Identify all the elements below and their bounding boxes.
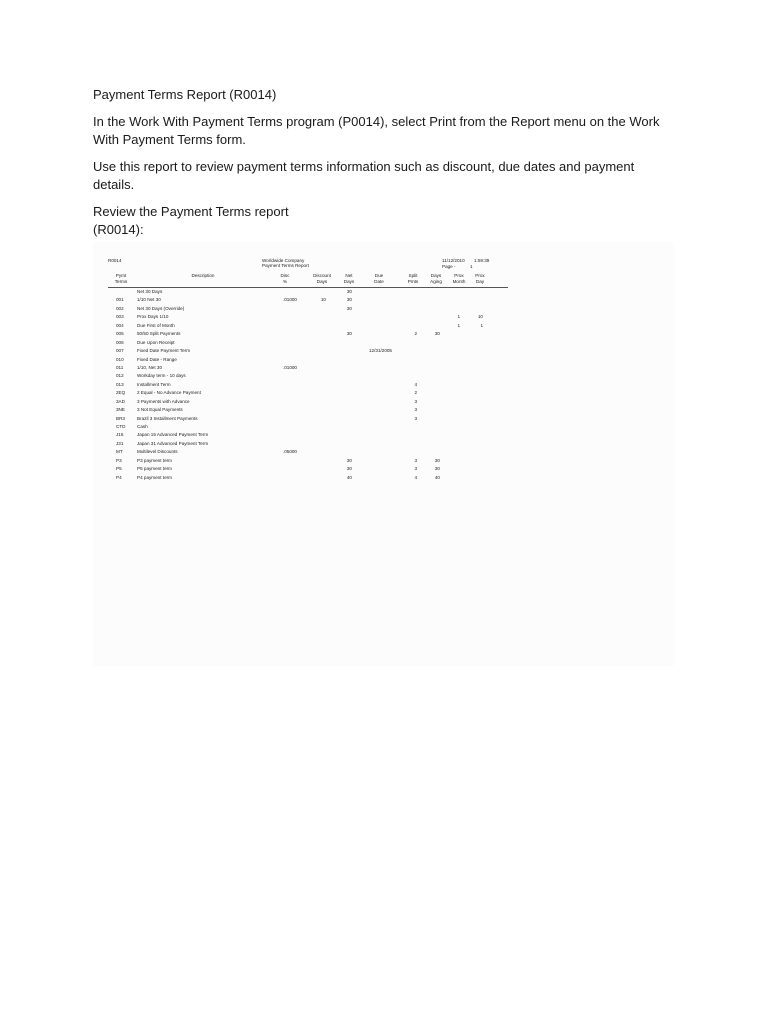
col-net-days: Net Days xyxy=(343,273,355,284)
report-name: Payment Terms Report xyxy=(262,263,309,268)
row-terms-code: J15 xyxy=(116,432,124,438)
row-description: Net 30 Days xyxy=(137,289,163,294)
row-description: 3 Payments with Advance xyxy=(137,398,190,404)
row-terms-code: P5 xyxy=(116,466,122,472)
row-terms-code: 3NE xyxy=(116,407,125,413)
row-terms-code: P3 xyxy=(116,457,122,463)
row-split-pmts: 3 xyxy=(414,466,417,472)
table-row xyxy=(108,356,508,364)
report-company: Worldwide Company xyxy=(262,258,305,263)
row-days-aging: 30 xyxy=(434,457,440,463)
row-terms-code: 012 xyxy=(116,373,124,379)
row-split-pmts: 3 xyxy=(414,407,417,413)
row-prox-day: 10 xyxy=(477,314,483,320)
row-discount-days: 10 xyxy=(320,297,326,303)
row-days-aging: 30 xyxy=(434,331,440,337)
col-split-pmts: Split Pmts xyxy=(407,273,419,284)
row-prox-month: 1 xyxy=(457,314,460,320)
row-description: Fixed Date Payment Term xyxy=(137,348,191,354)
row-description: P3 payment term xyxy=(137,457,172,463)
table-row xyxy=(108,313,508,321)
row-description: Due First of Month xyxy=(137,322,175,328)
report-header xyxy=(108,258,508,270)
report-page-number: 1 xyxy=(470,264,473,269)
col-prox-month: Prox Month xyxy=(452,273,466,284)
row-split-pmts: 3 xyxy=(414,457,417,463)
row-net-days: 30 xyxy=(346,305,352,311)
table-row xyxy=(108,448,508,456)
row-description: Workday term - 10 days xyxy=(137,373,186,379)
row-terms-code: BR3 xyxy=(116,415,125,421)
col-prox-day: Prox Day xyxy=(475,273,485,284)
row-prox-day: 1 xyxy=(480,322,483,328)
row-terms-code: 013 xyxy=(116,381,124,387)
row-terms-code: 3AD xyxy=(116,398,125,404)
row-split-pmts: 4 xyxy=(414,474,417,480)
table-row xyxy=(108,364,508,372)
row-description: P4 payment term xyxy=(137,474,172,480)
table-row xyxy=(108,322,508,330)
row-description: Installment Term xyxy=(137,381,171,387)
row-description: Fixed Date - Range xyxy=(137,356,177,362)
row-description: P5 payment term xyxy=(137,466,172,472)
row-terms-code: P4 xyxy=(116,474,122,480)
row-disc-pct: .01000 xyxy=(282,364,297,370)
row-description: Cash xyxy=(137,424,148,429)
row-terms-code: 002 xyxy=(116,305,124,311)
report-printout xyxy=(108,258,508,482)
row-terms-code: 007 xyxy=(116,348,124,354)
row-description: 1/10 Net 30 xyxy=(137,297,161,303)
row-split-pmts: 4 xyxy=(414,381,417,387)
col-days-aging: Days Aging xyxy=(430,273,442,284)
row-net-days: 30 xyxy=(346,466,352,472)
row-net-days: 30 xyxy=(346,289,352,294)
table-row xyxy=(108,406,508,414)
row-terms-code: CTD xyxy=(116,424,126,429)
row-disc-pct: .05000 xyxy=(282,449,297,455)
row-days-aging: 30 xyxy=(434,466,440,472)
table-row xyxy=(108,372,508,380)
row-terms-code: 004 xyxy=(116,322,124,328)
row-prox-month: 1 xyxy=(457,322,460,328)
table-row xyxy=(108,296,508,304)
row-terms-code: 001 xyxy=(116,297,124,303)
row-description: Japan 31 Advanced Payment Term xyxy=(137,440,209,446)
table-row xyxy=(108,457,508,465)
document-body xyxy=(93,86,673,239)
row-net-days: 30 xyxy=(346,331,352,337)
row-terms-code: 2EQ xyxy=(116,390,126,396)
col-pymt-terms: Pymt Terms xyxy=(114,273,128,284)
col-description: Description xyxy=(191,273,215,278)
row-terms-code: MT xyxy=(116,449,123,455)
report-rows xyxy=(108,288,508,482)
report-page-label: Page - xyxy=(442,264,456,269)
row-net-days: 30 xyxy=(346,457,352,463)
row-description: Due Upon Receipt xyxy=(137,339,175,345)
table-row xyxy=(108,339,508,347)
table-row xyxy=(108,330,508,338)
table-row xyxy=(108,474,508,482)
row-net-days: 30 xyxy=(346,297,352,303)
table-row xyxy=(108,381,508,389)
row-split-pmts: 2 xyxy=(414,331,417,337)
purpose-paragraph: Use this report to review payment terms information such as discount, due dates and payment details. xyxy=(93,159,635,192)
col-discount-days: Discount Days xyxy=(313,273,331,284)
row-disc-pct: .01000 xyxy=(282,297,297,303)
row-description: Net 30 Days (Override) xyxy=(137,305,185,311)
row-description: Brazil 3 Installment Payments xyxy=(137,415,198,421)
table-row xyxy=(108,288,508,296)
review-caption-line1: Review the Payment Terms report xyxy=(93,204,289,219)
col-disc-pct: Disc % xyxy=(280,273,290,284)
row-due-date: 12/31/2005 xyxy=(369,348,392,354)
row-terms-code: 010 xyxy=(116,356,124,362)
table-row xyxy=(108,423,508,431)
row-split-pmts: 2 xyxy=(414,390,417,396)
row-days-aging: 40 xyxy=(434,474,440,480)
instruction-paragraph: In the Work With Payment Terms program (P0014), select Print from the Report menu on the Work With Payment Terms form. xyxy=(93,114,660,147)
row-split-pmts: 3 xyxy=(414,415,417,421)
row-terms-code: 005 xyxy=(116,331,124,337)
row-description: 2 Equal - No Advance Payment xyxy=(137,390,201,396)
report-column-headers xyxy=(108,273,508,288)
row-description: Prox Days 1/10 xyxy=(137,314,169,320)
table-row xyxy=(108,305,508,313)
row-terms-code: 011 xyxy=(116,364,124,370)
row-terms-code: 003 xyxy=(116,314,124,320)
table-row xyxy=(108,389,508,397)
table-row xyxy=(108,415,508,423)
report-time: 1:59:39 xyxy=(474,258,490,263)
row-terms-code: J31 xyxy=(116,440,124,446)
table-row xyxy=(108,440,508,448)
row-description: 1/10, Net 30 xyxy=(137,364,163,370)
review-caption xyxy=(93,203,673,239)
table-row xyxy=(108,465,508,473)
col-due-date: Due Date xyxy=(374,273,384,284)
row-terms-code: 006 xyxy=(116,339,124,345)
row-net-days: 40 xyxy=(346,474,352,480)
row-description: 50/50 Split Payments xyxy=(137,331,181,337)
row-description: Multilevel Discounts xyxy=(137,449,178,455)
table-row xyxy=(108,347,508,355)
table-row xyxy=(108,398,508,406)
row-split-pmts: 3 xyxy=(414,398,417,404)
report-id: R0014 xyxy=(108,258,122,263)
table-row xyxy=(108,431,508,439)
row-description: Japan 15 Advanced Payment Term xyxy=(137,432,209,438)
review-caption-line2: (R0014): xyxy=(93,222,144,237)
document-title: Payment Terms Report (R0014) xyxy=(93,87,277,102)
report-date: 11/12/2010 xyxy=(442,258,465,263)
row-description: 3 Not Equal Payments xyxy=(137,407,183,413)
